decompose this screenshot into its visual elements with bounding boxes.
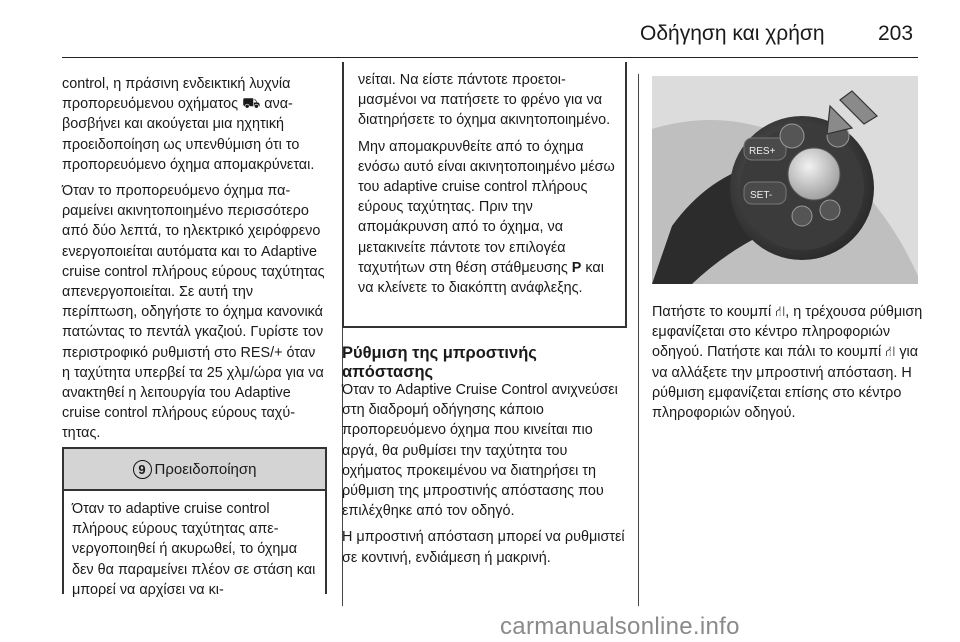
column-right — [652, 302, 924, 429]
rocker-set-label — [744, 182, 786, 204]
steering-wheel-photo — [652, 76, 918, 284]
paragraph: Όταν το Adaptive Cruise Control ανιχνεύσει στη διαδρομή οδήγησης κάποιο προπορευόμενο όχημα που κινείται πιο αργά, θα ρυθμίσει την ταχύτητα του οχήματος προκειμένου να διατηρήσει τη ρύθμιση της μπροστινής απόστασης που επιλέχθηκε από τον οδηγό. — [342, 382, 618, 520]
warning-header — [64, 449, 325, 491]
warning-title: Προειδοποίηση — [154, 460, 257, 478]
section-heading: Ρύθμιση της μπροστινής απόστασης — [342, 344, 537, 381]
column-left — [62, 74, 326, 450]
paragraph: Η μπροστινή απόσταση μπορεί να ρυθμιστεί σε κοντινή, ενδιάμεση ή μακρινή. — [342, 529, 625, 566]
paragraph: Πατήστε το κουμπί ⛙, η τρέχουσα ρύθμιση εμφανίζεται στο κέντρο πληροφοριών οδηγού. Πατήστε και πάλι το κουμπί ⛙ για να αλλάξετε την μπροστινή απόσταση. Η ρύθμιση εμφανίζεται επίσης στο κέντρο πληροφοριών οδηγού. — [652, 304, 923, 422]
warning-body: Όταν το adaptive cruise control πλήρους εύρους ταχύτητας απενεργοποιηθεί ή ακυρωθεί, το όχημα δεν θα παραμείνει πλέον σε στάση και μπορεί να αρχίσει να κι- — [72, 501, 316, 598]
column-divider — [638, 74, 639, 606]
warning-box-continued — [342, 62, 627, 328]
gear-position-p: P — [571, 259, 582, 276]
warning-box — [62, 447, 327, 598]
res-label: RES+ — [749, 146, 776, 157]
warning-icon: 9 — [133, 460, 152, 479]
paragraph: Όταν το προπορευόμενο όχημα παραμείνει ακινητοποιημένο περισσότερο από δύο λεπτά, το ηλεκτρικό χειρόφρενο ενεργοποιείται αυτόματα και το Adaptive cruise control πλήρους εύρους ταχύτητας απενεργοποιείται. Σε αυτή την περίπτωση, οδηγήστε το όχημα κανονικά πατώντας το πεντάλ γκαζιού. Γυρίστε τον περιστροφικό ρυθμιστή στο RES/+ όταν η ταχύτητα υπερβεί τα 25 χλμ/ώρα για να ανακτηθεί η λειτουργία του Adaptive cruise control πλήρους εύρους ταχύτητας. — [62, 183, 325, 442]
paragraph: νείται. Να είστε πάντοτε προετοιμασμένοι να πατήσετε το φρένο για να διατηρήσετε το όχημα ακινητοποιημένο. — [358, 72, 611, 129]
page-number: 203 — [878, 22, 914, 45]
column-middle — [342, 380, 626, 574]
header-divider — [62, 57, 918, 58]
section-title: Οδήγηση και χρήση — [640, 22, 825, 45]
watermark: carmanualsonline.info — [500, 613, 740, 640]
set-label: SET- — [750, 190, 773, 201]
page-header — [0, 0, 960, 56]
paragraph: control, η πράσινη ενδεικτική λυχνία προπορευόμενου οχήματος ⛟ αναβοσβήνει και ακούγεται μια ηχητική προειδοποίηση ως υπενθύμιση ότι το προπορευόμενο όχημα απομακρύνεται. — [62, 76, 315, 173]
paragraph: Μην απομακρυνθείτε από το όχημα ενόσω αυτό είναι ακινητοποιημένο μέσω του adaptive cruise control πλήρους εύρους ταχύτητας. Πριν την απομάκρυνση από το όχημα, να μετακινείτε πάντοτε τον επιλογέα ταχυτήτων στη θέση στάθμευσης P και να κλείνετε το διακόπτη ανάφλεξης. — [358, 138, 615, 297]
rocker-res-label — [744, 138, 786, 160]
